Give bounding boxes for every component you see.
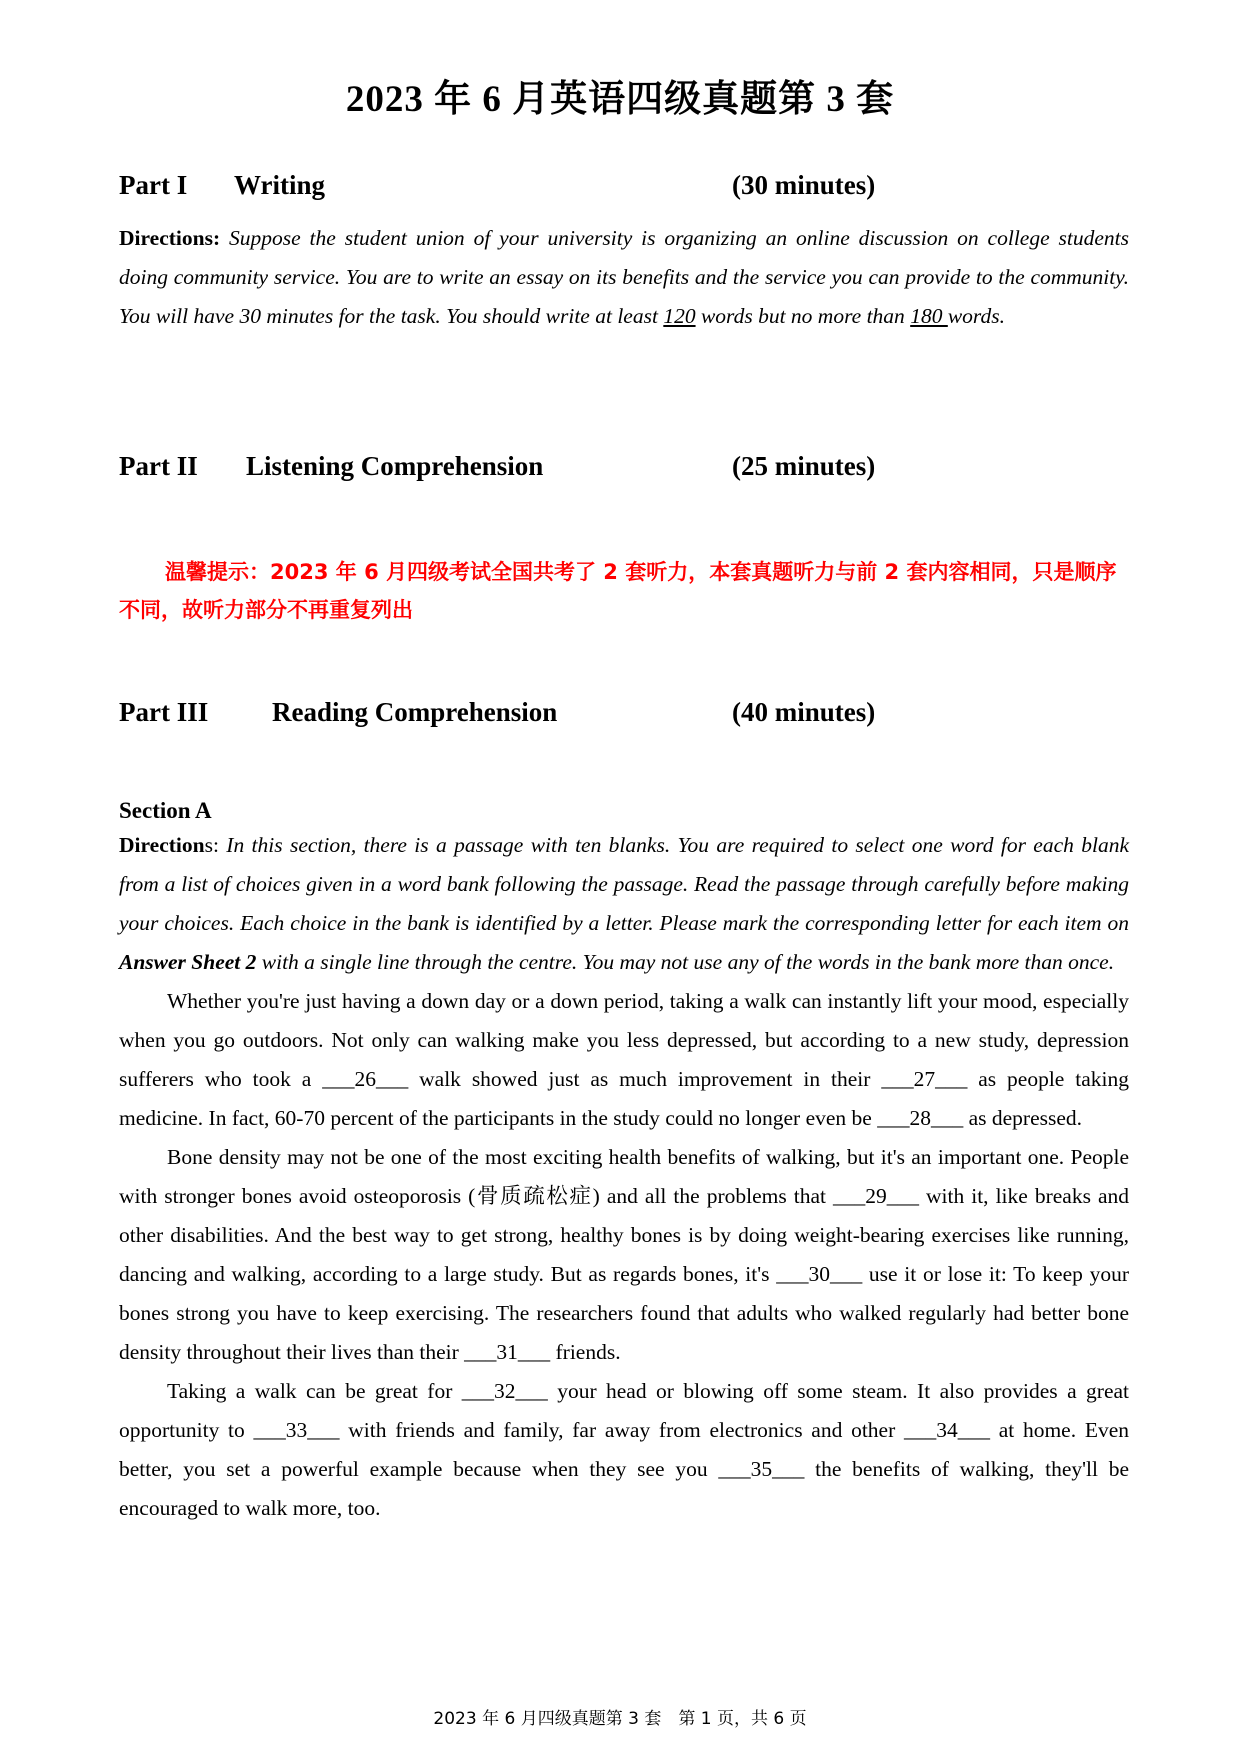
listening-notice: 温馨提示：2023 年 6 月四级考试全国共考了 2 套听力，本套真题听力与前 2 套内容相同，只是顺序不同，故听力部分不再重复列出	[119, 560, 1117, 622]
part-1-directions	[119, 219, 1129, 336]
part-2-time: (25 minutes)	[732, 451, 876, 481]
part-2-number: Part II	[119, 451, 198, 481]
directions-text: words but no more than	[695, 304, 911, 328]
part-3-number: Part III	[119, 697, 209, 727]
part-2-name: Listening Comprehension	[246, 451, 544, 481]
reading-content	[119, 826, 1129, 1528]
part-3-header	[119, 697, 1129, 737]
part-3-name: Reading Comprehension	[272, 697, 558, 727]
part-1-header	[119, 170, 1129, 210]
part-3-directions	[119, 826, 1129, 982]
passage-paragraph-2: Bone density may not be one of the most exciting health benefits of walking, but it's an important one. People with stronger bones avoid osteoporosis (骨质疏松症) and all the problems that ___29___ with it, like breaks and other disabilities. And the best way to get strong, healthy bones is by doing weight-bearing exercises like running, dancing and walking, according to a large study. But as regards bones, it's ___30___ use it or lose it: To keep your bones strong you have to keep exercising. The researchers found that adults who walked regularly had better bone density throughout their lives than their ___31___ friends.	[119, 1145, 1129, 1364]
part-2-header	[119, 451, 1129, 491]
answer-sheet-label: Answer Sheet 2	[119, 950, 257, 974]
section-a-title: Section A	[119, 798, 212, 823]
directions-label: Directions:	[119, 226, 221, 250]
page-footer: 2023 年 6 月四级真题第 3 套 第 1 页，共 6 页	[433, 1709, 807, 1729]
passage-paragraph-1: Whether you're just having a down day or a down period, taking a walk can instantly lift your mood, especially when you go outdoors. Not only can walking make you less depressed, but according to a new study, depression sufferers who took a ___26___ walk showed just as much improvement in their ___27___ as people taking medicine. In fact, 60-70 percent of the participants in the study could no longer even be ___28___ as depressed.	[119, 989, 1129, 1130]
min-words: 120	[663, 304, 696, 328]
page-title: 2023 年 6 月英语四级真题第 3 套	[345, 79, 895, 120]
directions-label-suffix: s:	[204, 833, 219, 857]
part-1-time: (30 minutes)	[732, 170, 876, 200]
part-1-name: Writing	[234, 170, 326, 200]
directions-text: In this section, there is a passage with ten blanks. You are required to select one word for each blank from a list of choices given in a word bank following the passage. Read the passage through carefully before making your choices. Each choice in the bank is identified by a letter. Please mark the corresponding letter for each item on	[119, 833, 1129, 935]
max-words: 180	[910, 304, 948, 328]
directions-text: words.	[947, 304, 1005, 328]
part-3-time: (40 minutes)	[732, 697, 876, 727]
directions-label: Direction	[119, 833, 205, 857]
part-1-number: Part I	[119, 170, 188, 200]
passage-paragraph-3: Taking a walk can be great for ___32___ your head or blowing off some steam. It also provides a great opportunity to ___33___ with friends and family, far away from electronics and other ___34___ at home. Even better, you set a powerful example because when they see you ___35___ the benefits of walking, they'll be encouraged to walk more, too.	[119, 1379, 1129, 1520]
directions-text: with a single line through the centre. You may not use any of the words in the bank more than once.	[256, 950, 1115, 974]
directions-text: Suppose the student union of your university is organizing an online discussion on college students doing community service. You are to write an essay on its benefits and the service you can provide to the community. You will have 30 minutes for the task. You should write at least	[119, 226, 1129, 328]
